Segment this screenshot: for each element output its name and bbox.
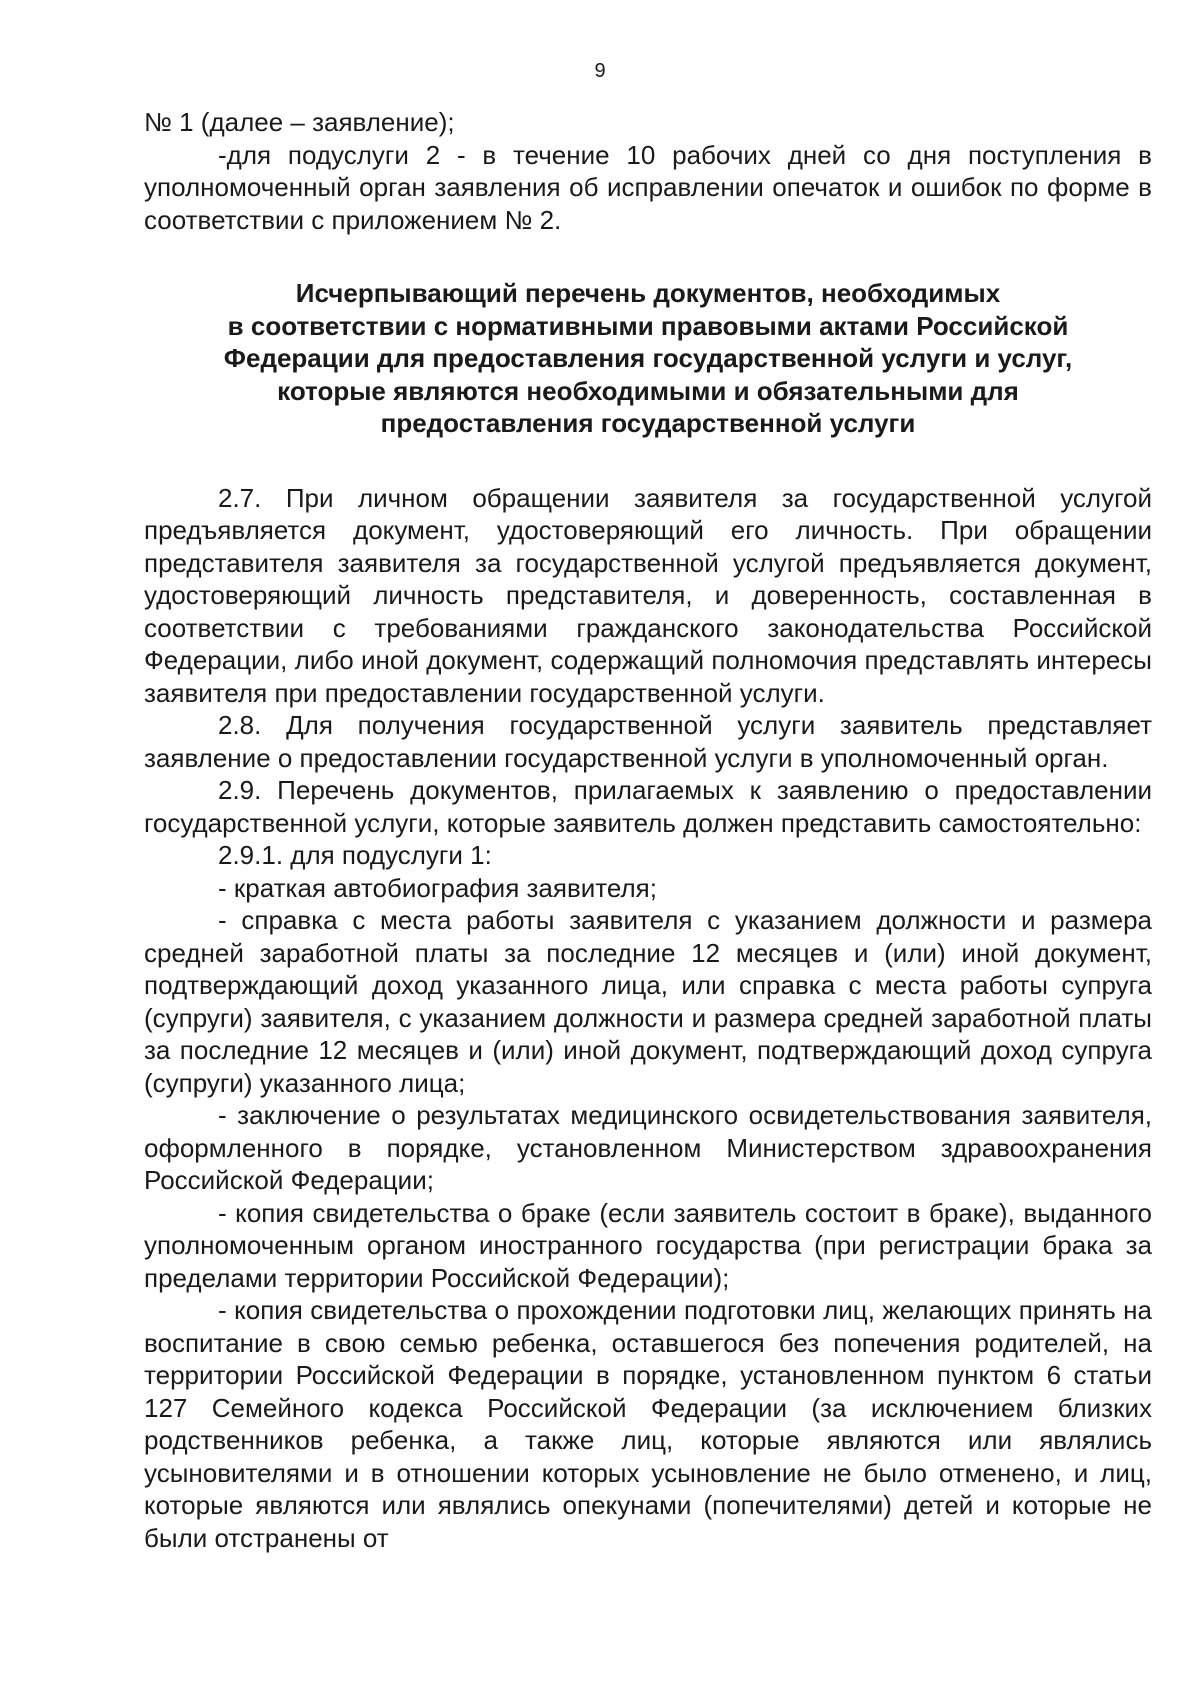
section-heading xyxy=(144,277,1152,440)
paragraph-2-9: 2.9. Перечень документов, прилагаемых к заявлению о предоставлении государственной услуги, которые заявитель должен представить самостоятельно: xyxy=(144,775,1152,838)
document-body xyxy=(144,106,1152,1554)
heading-line-5: предоставления государственной услуги xyxy=(380,408,916,438)
intro-paragraph-2: -для подуслуги 2 - в течение 10 рабочих дней со дня поступления в уполномоченный орган заявления об исправлении опечаток и ошибок по форме в соответствии с приложением № 2. xyxy=(144,139,1152,235)
list-item-employment-certificate: - справка с места работы заявителя с указанием должности и размера средней заработной платы за последние 12 месяцев и (или) иной документ, подтверждающий доход указанного лица, или справка с места работы супруга (супруги) заявителя, с указанием должности и размера средней заработной платы за последние 12 месяцев и (или) иной документ, подтверждающий доход супруга (супруги) указанного лица; xyxy=(144,905,1152,1098)
list-item-training-certificate: - копия свидетельства о прохождении подготовки лиц, желающих принять на воспитание в свою семью ребенка, оставшегося без попечения родителей, на территории Российской Федерации в порядке, установленном пунктом 6 статьи 127 Семейного кодекса Российской Федерации (за исключением близких родственников ребенка, а также лиц, которые являются или являлись усыновителями и в отношении которых усыновление не было отменено, и лиц, которые являются или являлись опекунами (попечителями) детей и которые не были отстранены от xyxy=(144,1295,1152,1553)
list-item-marriage-certificate: - копия свидетельства о браке (если заявитель состоит в браке), выданного уполномоченным органом иностранного государства (при регистрации брака за пределами территории Российской Федерации); xyxy=(144,1197,1152,1293)
paragraph-2-8: 2.8. Для получения государственной услуги заявитель представляет заявление о предоставлении государственной услуги в уполномоченный орган. xyxy=(144,710,1152,773)
intro-paragraph-1: № 1 (далее – заявление); xyxy=(144,107,455,137)
heading-line-2: в соответствии с нормативными правовыми актами Российской xyxy=(227,310,1069,341)
paragraph-2-9-1: 2.9.1. для подуслуги 1: xyxy=(218,840,492,870)
list-item-autobiography: - краткая автобиография заявителя; xyxy=(218,872,657,903)
heading-line-3: Федерации для предоставления государственной услуги и услуг, xyxy=(223,343,1073,373)
paragraph-2-7: 2.7. При личном обращении заявителя за государственной услугой предъявляется документ, удостоверяющий его личность. При обращении представителя заявителя за государственной услугой предъявляется документ, удостоверяющий личность представителя, и доверенность, составленная в соответствии с требованиями гражданского законодательства Российской Федерации, либо иной документ, содержащий полномочия представлять интересы заявителя при предоставлении государственной услуги. xyxy=(144,482,1152,708)
list-item-medical-conclusion: - заключение о результатах медицинского освидетельствования заявителя, оформленного в порядке, установленном Министерством здравоохранения Российской Федерации; xyxy=(144,1100,1152,1195)
heading-line-1: Исчерпывающий перечень документов, необходимых xyxy=(295,278,1001,308)
page-number: 9 xyxy=(594,60,606,82)
heading-line-4: которые являются необходимыми и обязательными для xyxy=(277,375,1019,406)
